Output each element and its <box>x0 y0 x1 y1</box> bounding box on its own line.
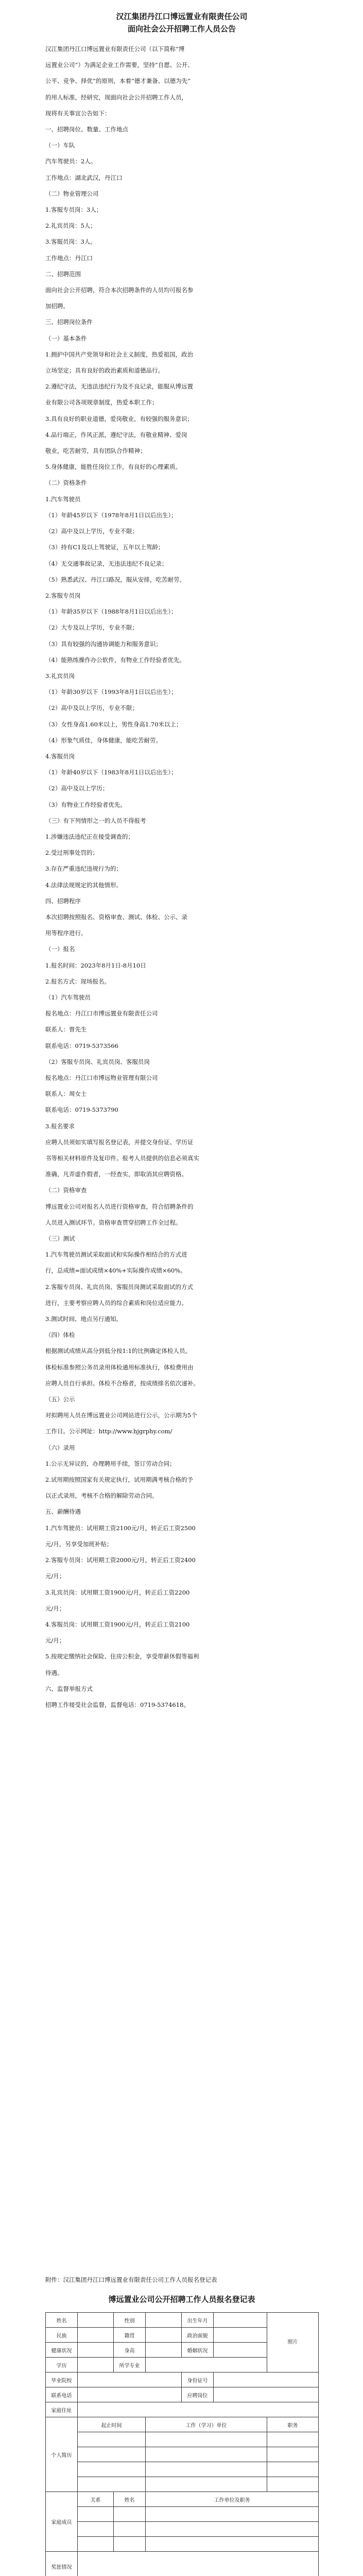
attachment-label: 附件：汉江集团丹江口博远置业有限责任公司工作人员报名登记表 <box>45 2276 217 2283</box>
body-line: 面向社会公开招聘，符合本次招聘条件的人员均可报名参 <box>45 286 194 294</box>
resume-cell[interactable] <box>78 2477 146 2492</box>
field-gender[interactable] <box>146 2313 182 2328</box>
body-line: 4.法律法规规定的其他情形。 <box>45 881 122 889</box>
field-phone[interactable] <box>78 2387 182 2402</box>
body-line: 联系电话：0719-5373566 <box>45 1042 118 1049</box>
body-line: 以正式录用，考核不合格的解除劳动合同。 <box>45 1492 158 1500</box>
field-height[interactable] <box>146 2343 182 2358</box>
body-line: 进行，主要考察应聘人员的综合素质和岗位适应能力。 <box>45 1299 187 1307</box>
resume-cell[interactable] <box>267 2462 319 2477</box>
body-line: （一）报名 <box>45 945 75 953</box>
body-line: 报名地点：丹江口市博远置业有限责任公司 <box>45 1010 158 1018</box>
label-marriage: 婚姻状况 <box>182 2343 214 2358</box>
body-line: （1）年龄40岁以下（1983年8月1日以后出生）； <box>45 769 177 776</box>
body-line: 招聘工作接受社会监督，监督电话：0719-5374618。 <box>45 1701 189 1708</box>
body-line: 3.礼宾员岗 <box>45 672 75 680</box>
body-line: 远置业公司”）为满足企业工作需要，坚持“自愿、公开、 <box>45 61 194 69</box>
label-major: 所学专业 <box>114 2358 146 2372</box>
body-line: 2.受过刑事处罚的； <box>45 849 98 857</box>
body-line: 2.客服专员岗 <box>45 591 81 599</box>
label-native-place: 籍贯 <box>114 2328 146 2343</box>
body-line: （2）客服专员岗、礼宾员岗、客服员岗 <box>45 1058 150 1065</box>
header-relation: 关系 <box>78 2492 114 2507</box>
body-line: （一）车队 <box>45 142 75 149</box>
body-line: 用等程序进行。 <box>45 929 87 937</box>
body-line: （4）形象气质佳，身体健康，能吃苦耐劳。 <box>45 736 162 744</box>
body-line: （六）录用 <box>45 1444 75 1451</box>
body-line: 1.客服专员岗：3人； <box>45 206 102 214</box>
body-line: （2）大专及以上学历，专业不限； <box>45 624 138 632</box>
field-awards[interactable] <box>78 2552 319 2576</box>
body-line: （2）高中及以上学历，专业不限； <box>45 704 138 712</box>
label-politics: 政治面貌 <box>182 2328 214 2343</box>
body-line: （五）公示 <box>45 1396 75 1403</box>
header-time: 起止时间 <box>78 2417 146 2432</box>
body-line: 5.身体健康，能胜任岗位工作，有良好的心理素质。 <box>45 463 181 471</box>
label-apply-post: 应聘岗位 <box>182 2387 214 2402</box>
body-line: 1.汽车驾驶员 <box>45 495 81 503</box>
body-line: 元/月； <box>45 1604 65 1612</box>
body-line: 2.试用期按照国家有关规定执行，试用期满考核合格的予 <box>45 1476 193 1484</box>
company-title: 汉江集团丹江口博远置业有限责任公司 <box>116 12 248 21</box>
family-cell[interactable] <box>146 2507 319 2522</box>
label-address: 家庭住址 <box>46 2402 78 2417</box>
body-line: 汉江集团丹江口博远置业有限责任公司（以下简称“博 <box>45 45 185 53</box>
body-line: 2.遵纪守法，无违法违纪行为及不良记录，能服从博远置 <box>45 383 193 391</box>
label-resume: 个人简历 <box>46 2417 78 2492</box>
body-line: 3.存在严重违纪违规行为的； <box>45 865 122 873</box>
label-phone: 联系电话 <box>46 2387 78 2402</box>
body-line: 公平、竞争、择优”的原则，本着“德才兼备、以德为先” <box>45 77 191 85</box>
body-line: 1.拥护中国共产党领导和社会主义制度，热爱祖国，政治 <box>45 350 193 358</box>
body-line: 3.具有良好的职业道德，爱岗敬业，有较强的服务意识； <box>45 415 193 422</box>
resume-cell[interactable] <box>146 2462 267 2477</box>
body-line: （二）物业管理公司 <box>45 190 99 197</box>
body-line: 现将有关事宜公告如下： <box>45 109 111 117</box>
body-line: （5）熟悉武汉、丹江口路况，服从安排，吃苦耐劳。 <box>45 575 185 583</box>
body-line: 五、薪酬待遇 <box>45 1508 81 1516</box>
body-line: 本次招聘按照报名、资格审查、测试、体检、公示、录 <box>45 913 187 921</box>
body-line: （3）具有较强的沟通协调能力和服务意识； <box>45 640 162 648</box>
label-awards: 奖惩情况 <box>46 2552 78 2576</box>
body-line: 汽车驾驶员：2人。 <box>45 158 97 165</box>
body-line: 5.按规定缴纳社会保险、住房公积金，享受带薪休假等福利 <box>45 1653 199 1660</box>
body-line: （2）高中及以上学历，专业不限； <box>45 528 138 535</box>
body-line: （3）有物业工作经验者优先。 <box>45 801 126 808</box>
body-line: 加招聘。 <box>45 302 69 310</box>
resume-cell[interactable] <box>78 2462 146 2477</box>
field-native-place[interactable] <box>146 2328 182 2343</box>
label-education: 学历 <box>46 2358 78 2372</box>
family-cell[interactable] <box>78 2537 114 2552</box>
body-line: 的用人标准，经研究，现面向社会公开招聘工作人员， <box>45 93 187 101</box>
field-politics[interactable] <box>214 2328 267 2343</box>
announcement <box>45 10 318 1713</box>
body-line: （1）年龄35岁以下（1988年8月1日以后出生）； <box>45 608 177 616</box>
body-line: 体检标准参照公务员录用体检通用标准执行，体检费用由 <box>45 1363 194 1371</box>
resume-cell[interactable] <box>267 2477 319 2492</box>
field-name[interactable] <box>78 2313 114 2328</box>
body-line: （二）资格条件 <box>45 479 87 487</box>
body-line: 1.涉嫌违法违纪正在接受调查的； <box>45 833 134 840</box>
resume-cell[interactable] <box>146 2432 267 2447</box>
family-cell[interactable] <box>78 2507 114 2522</box>
label-school: 毕业院校 <box>46 2372 78 2387</box>
body-line: 4.客服员岗 <box>45 752 75 760</box>
resume-cell[interactable] <box>146 2477 267 2492</box>
family-cell[interactable] <box>114 2507 146 2522</box>
body-line: （2）高中及以上学历； <box>45 785 109 792</box>
body-line: 2.客服专员岗、礼宾员岗、客服员岗测试采取面试的方式 <box>45 1283 193 1291</box>
family-cell[interactable] <box>114 2537 146 2552</box>
form-title: 博远置业公司公开招聘工作人员报名登记表 <box>108 2295 255 2304</box>
body-line: 1.汽车驾驶员：试用期工资2100元/月，转正后工资2500 <box>45 1524 196 1532</box>
body-line: （1）年龄30岁以下（1993年8月1日以后出生）； <box>45 688 177 696</box>
body-line: 应聘人员自行承担。体检不合格者，按成绩排名依次递补。 <box>45 1379 199 1387</box>
resume-cell[interactable] <box>146 2447 267 2462</box>
label-name: 姓名 <box>46 2313 78 2328</box>
body-line: 四、招聘程序 <box>45 897 81 905</box>
body-line: 1.报名时间：2023年8月1日-8月10日 <box>45 961 146 969</box>
body-line: （1）汽车驾驶员 <box>45 993 91 1001</box>
body-line: 二、招聘范围 <box>45 270 81 278</box>
body-line: 工作地点：湖北武汉，丹江口 <box>45 174 123 181</box>
header-fam-name: 姓名 <box>114 2492 146 2507</box>
body-line: （三）有下列情形之一的人员不得报考 <box>45 817 146 824</box>
body-line: 六、监督举报方式 <box>45 1685 93 1692</box>
body-line: 元/月，另享受加班补贴； <box>45 1540 113 1548</box>
body-line: （4）能熟练操作办公软件，有物业工作经验者优先。 <box>45 656 185 664</box>
resume-cell[interactable] <box>78 2432 146 2447</box>
body-line: 根据测试成绩从高分到低分按1:1的比例确定体检人员。 <box>45 1347 192 1355</box>
header-position: 职务 <box>267 2417 319 2432</box>
field-education[interactable] <box>78 2358 114 2372</box>
body-line: 报名地点：丹江口市博远物业管理有限公司 <box>45 1074 158 1081</box>
body-line: （一）基本条件 <box>45 334 87 342</box>
body-line: 行，总成绩=面试成绩×40%+实际操作成绩×60%。 <box>45 1267 186 1275</box>
body-line: 敬业，吃苦耐劳，具有团队合作精神； <box>45 447 146 455</box>
body-line: 三、招聘岗位条件 <box>45 318 93 326</box>
field-address[interactable] <box>78 2402 319 2417</box>
body-line: （二）资格审查 <box>45 1187 87 1194</box>
body-line: 4.品行端正，作风正派，遵纪守法，有敬业精神、爱岗 <box>45 431 187 438</box>
body-line: 立场坚定；具有良好的政治素质和道德品行。 <box>45 367 164 375</box>
body-line: （4）无交通事故记录，无违法违纪不良记录； <box>45 560 168 567</box>
body-line: 业有限公司各项规章制度，热爱本职工作； <box>45 399 158 406</box>
resume-cell[interactable] <box>267 2447 319 2462</box>
label-height: 身高 <box>114 2343 146 2358</box>
family-cell[interactable] <box>114 2522 146 2537</box>
body-line: 3.报名要求 <box>45 1122 75 1130</box>
body-line: 元/月； <box>45 1637 65 1645</box>
label-nation: 民族 <box>46 2328 78 2343</box>
body-line: （三）测试 <box>45 1235 75 1243</box>
family-cell[interactable] <box>146 2537 319 2552</box>
body-line: 4.客服员岗：试用期工资1900元/月，转正后工资2100 <box>45 1620 190 1628</box>
body-line: 联系电话：0719-5373790 <box>45 1106 118 1114</box>
header-unit: 工作（学习）单位 <box>146 2417 267 2432</box>
field-marriage[interactable] <box>214 2343 267 2358</box>
body-line: 元/月； <box>45 1572 65 1580</box>
body-line: 博远置业公司对报名人员进行资格审查，符合招聘条件的 <box>45 1202 194 1210</box>
body-line: 一、招聘岗位、数量、工作地点 <box>45 126 128 133</box>
field-id-card[interactable] <box>214 2372 319 2387</box>
body-line: 1.汽车驾驶员测试采取面试和实际操作相结合的方式进 <box>45 1251 187 1259</box>
field-health[interactable] <box>78 2343 114 2358</box>
label-birth: 出生年月 <box>182 2313 214 2328</box>
body-line: 3.客服员岗：3人。 <box>45 238 96 246</box>
announcement-title: 面向社会公开招聘工作人员公告 <box>127 24 236 33</box>
field-apply-post[interactable] <box>214 2387 319 2402</box>
body-line: 联系人：周女士 <box>45 1090 87 1098</box>
body-line: 1.公示无异议的，办理聘用手续，签订劳动合同； <box>45 1460 176 1467</box>
body-line: 3.礼宾员岗：试用期工资1900元/月，转正后工资2200 <box>45 1588 190 1596</box>
label-id-card: 身份证号 <box>182 2372 214 2387</box>
label-gender: 性别 <box>114 2313 146 2328</box>
body-line: 2.客服专员岗：试用期工资2000元/月，转正后工资2400 <box>45 1556 196 1564</box>
label-health: 健康状况 <box>46 2343 78 2358</box>
field-school[interactable] <box>78 2372 182 2387</box>
header-fam-unit: 工作单位及职务 <box>146 2492 319 2507</box>
field-major[interactable] <box>146 2358 267 2372</box>
body-line: 3.测试时间、地点另行通知。 <box>45 1315 122 1323</box>
photo-box[interactable]: 照片 <box>267 2313 319 2372</box>
announcement-body <box>45 41 318 1713</box>
body-line: （1）年龄45岁以下（1978年8月1日以后出生）； <box>45 511 177 519</box>
body-line: 对拟聘用人员在博远置业公司网站进行公示，公示期为5个 <box>45 1412 197 1419</box>
body-line: 联系人：曾先生 <box>45 1026 87 1033</box>
body-line: 应聘人员须如实填写报名登记表，并提交身份证、学历证 <box>45 1138 194 1146</box>
body-line: 书等相关材料原件及复印件。报考人员提供的信息必须真实 <box>45 1155 199 1162</box>
body-line: 人员进入测试环节。资格审查贯穿招聘工作全过程。 <box>45 1218 182 1226</box>
body-line: 2.礼宾员岗：5人； <box>45 222 96 230</box>
family-cell[interactable] <box>146 2522 319 2537</box>
resume-cell[interactable] <box>267 2432 319 2447</box>
family-cell[interactable] <box>78 2522 114 2537</box>
field-birth[interactable] <box>214 2313 267 2328</box>
body-line: 准确，凡弄虚作假者，一经查实，即取消其应聘资格。 <box>45 1171 187 1178</box>
body-line: （四）体检 <box>45 1331 75 1339</box>
registration-table <box>45 2312 319 2576</box>
body-line: 工作日。公示网址：http://www.hjgrphy.com/ <box>45 1428 172 1435</box>
field-nation[interactable] <box>78 2328 114 2343</box>
body-line: 待遇。 <box>45 1669 63 1676</box>
registration-form-section <box>45 2272 318 2576</box>
body-line: （3）持有C1及以上驾驶证，五年以上驾龄； <box>45 544 164 551</box>
resume-cell[interactable] <box>78 2447 146 2462</box>
body-line: 工作地点：丹江口 <box>45 254 93 262</box>
label-family: 家庭成员 <box>46 2492 78 2552</box>
body-line: （3）女性身高1.60米以上，男性身高1.70米以上； <box>45 720 182 728</box>
body-line: 2.报名方式：现场报名。 <box>45 977 110 985</box>
